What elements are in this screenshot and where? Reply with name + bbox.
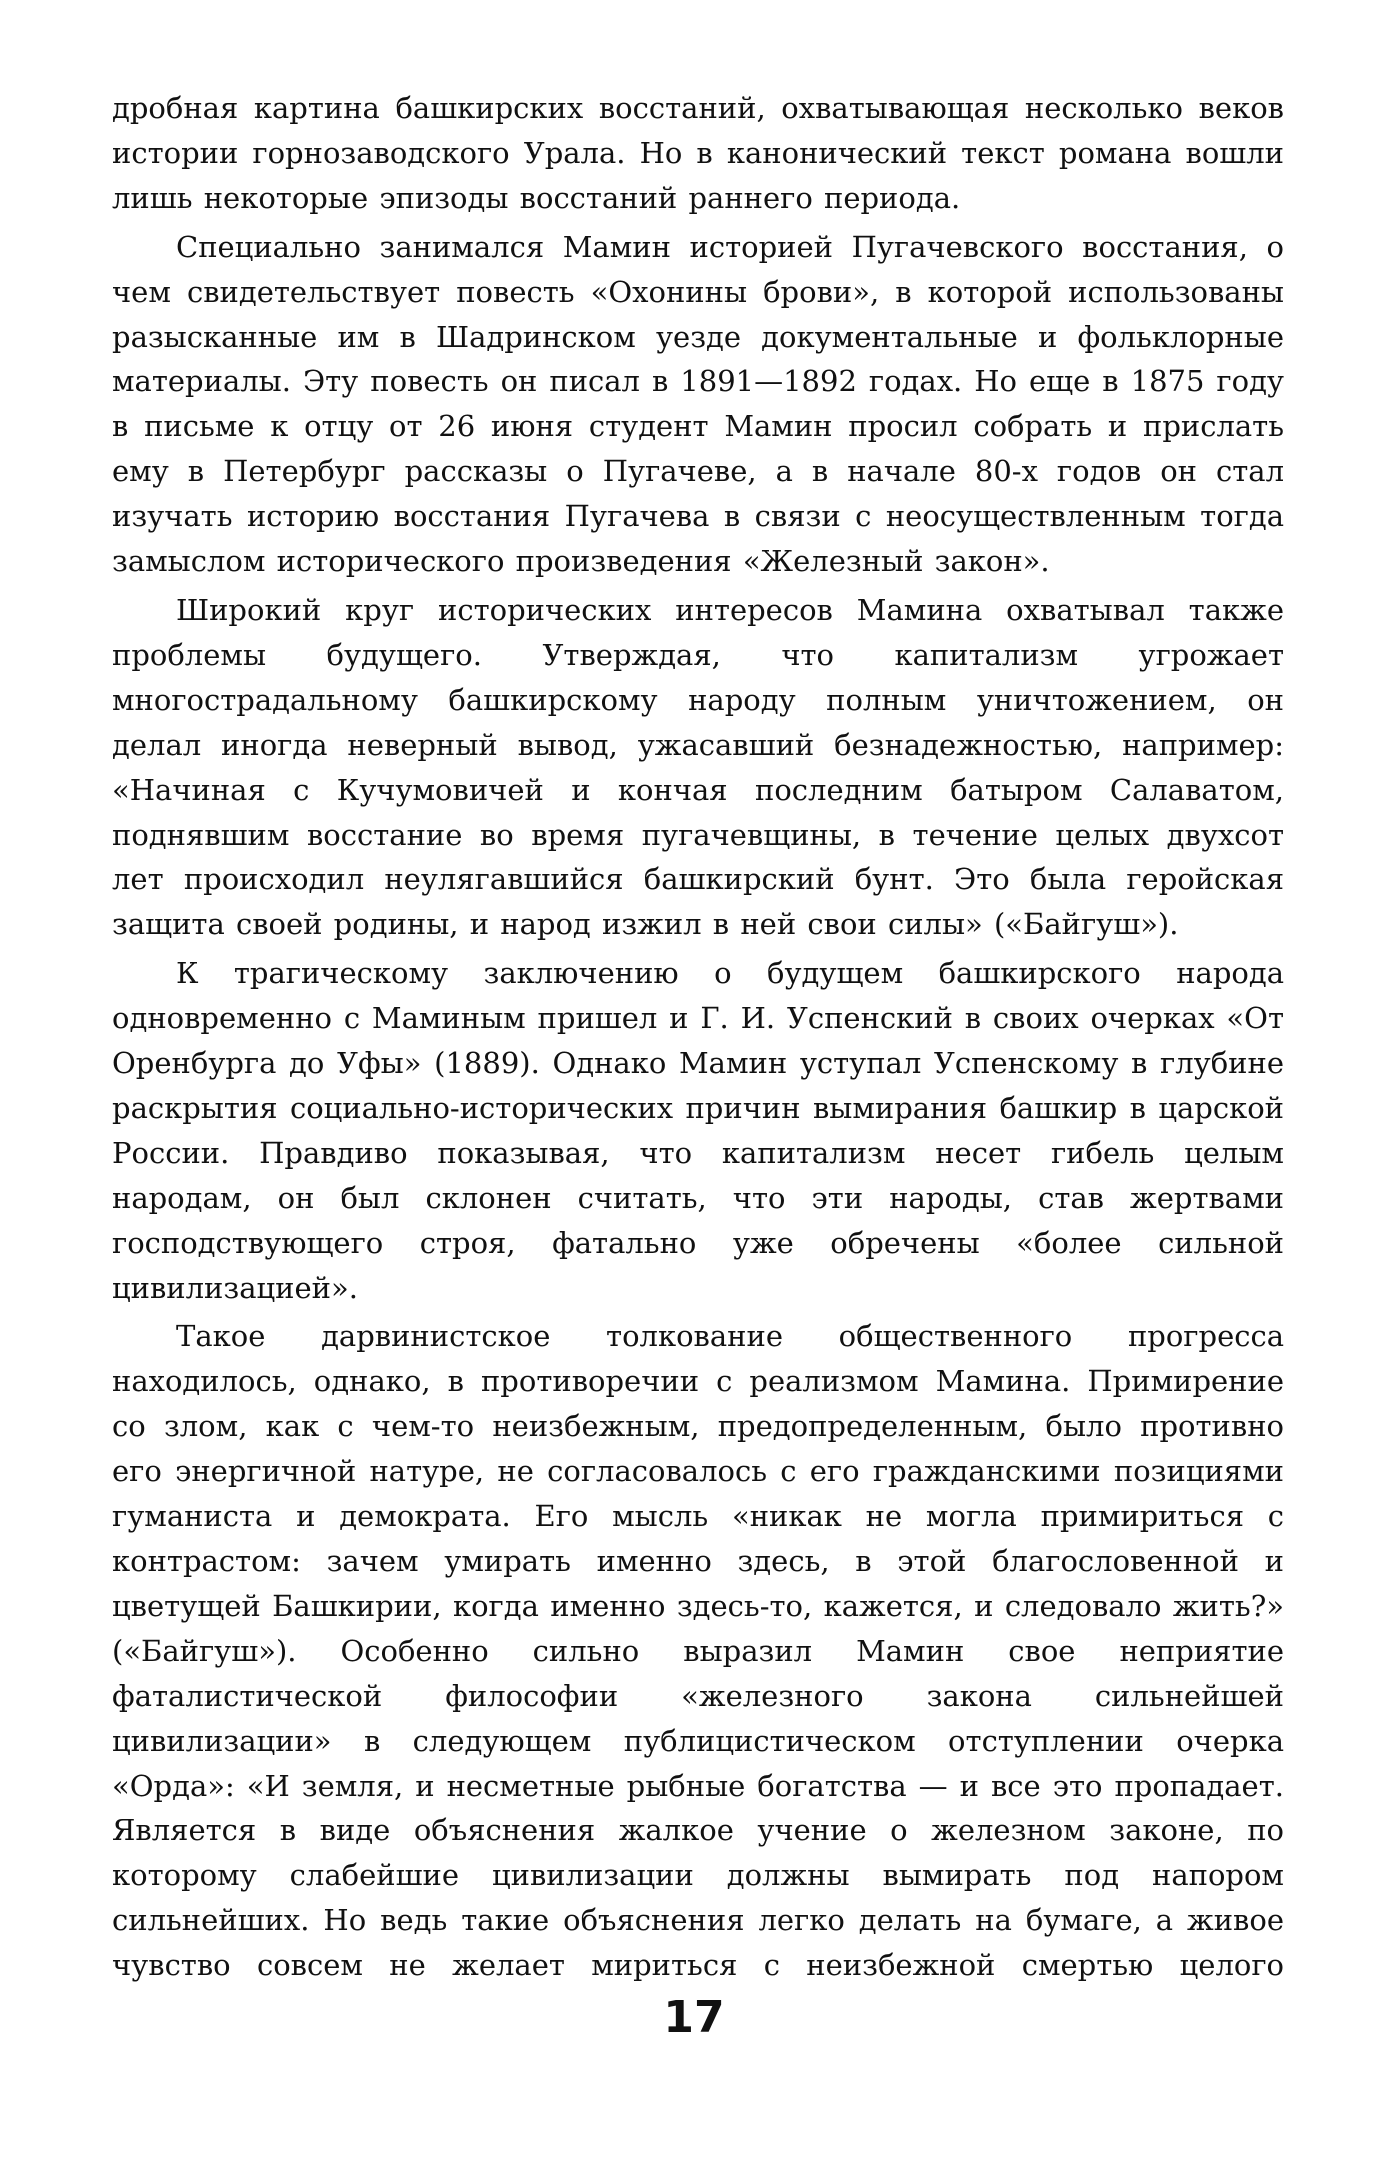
page-number: 17	[663, 1992, 725, 2043]
paragraph-4: К трагическому заключению о будущем башкирского народа одновременно с Маминым пришел и Г. И. Успенский в своих очерках «От Оренбурга до Уфы» (1889). Однако Мамин уступал Успенскому в глубине раскрытия социально-исторических причин вымирания башкир в царской России. Правдиво показывая, что капитализм несет гибель целым народам, он был склонен считать, что эти народы, став жертвами господствующего строя, фатально уже обречены «более сильной цивилизацией».	[112, 956, 1284, 1305]
paragraph-5: Такое дарвинистское толкование общественного прогресса находилось, однако, в противоречии с реализмом Мамина. Примирение со злом, как с чем-то неизбежным, предопределенным, было противно его энергичной натуре, не согласовалось с его гражданскими позициями гуманиста и демократа. Его мысль «никак не могла примириться с контрастом: зачем умирать именно здесь, в этой благословенной и цветущей Башкирии, когда именно здесь-то, кажется, и следовало жить?» («Байгуш»). Особенно сильно выразил Мамин свое неприятие фаталистической философии «железного закона сильнейшей цивилизации» в следующем публицистическом отступлении очерка «Орда»: «И земля, и несметные рыбные богатства — и все это пропадает. Является в виде объяснения жалкое учение о железном законе, по которому слабейшие цивилизации должны вымирать под напором сильнейших. Но ведь такие объяснения легко делать на бумаге, а живое чувство совсем не желает мириться с неизбежной смертью целого	[112, 1319, 1284, 1983]
paragraph-2: Специально занимался Мамин историей Пугачевского восстания, о чем свидетельствует повесть «Охонины брови», в которой использованы разысканные им в Шадринском уезде документальные и фольклорные материалы. Эту повесть он писал в 1891—1892 годах. Но еще в 1875 году в письме к отцу от 26 июня студент Мамин просил собрать и прислать ему в Петербург рассказы о Пугачеве, а в начале 80-х годов он стал изучать историю восстания Пугачева в связи с неосуществленным тогда замыслом исторического произведения «Железный закон».	[112, 229, 1284, 579]
page-body	[112, 86, 1284, 1988]
paragraph-1: дробная картина башкирских восстаний, охватывающая несколько веков истории горнозаводского Урала. Но в канонический текст романа вошли лишь некоторые эпизоды восстаний раннего периода.	[112, 91, 1284, 215]
paragraph-3: Широкий круг исторических интересов Мамина охватывал также проблемы будущего. Утверждая, что капитализм угрожает многострадальному башкирскому народу полным уничтожением, он делал иногда неверный вывод, ужасавший безнадежностью, например: «Начиная с Кучумовичей и кончая последним батыром Салаватом, поднявшим восстание во время пугачевщины, в течение целых двухсот лет происходил неулягавшийся башкирский бунт. Это была геройская защита своей родины, и народ изжил в ней свои силы» («Байгуш»).	[112, 592, 1284, 942]
